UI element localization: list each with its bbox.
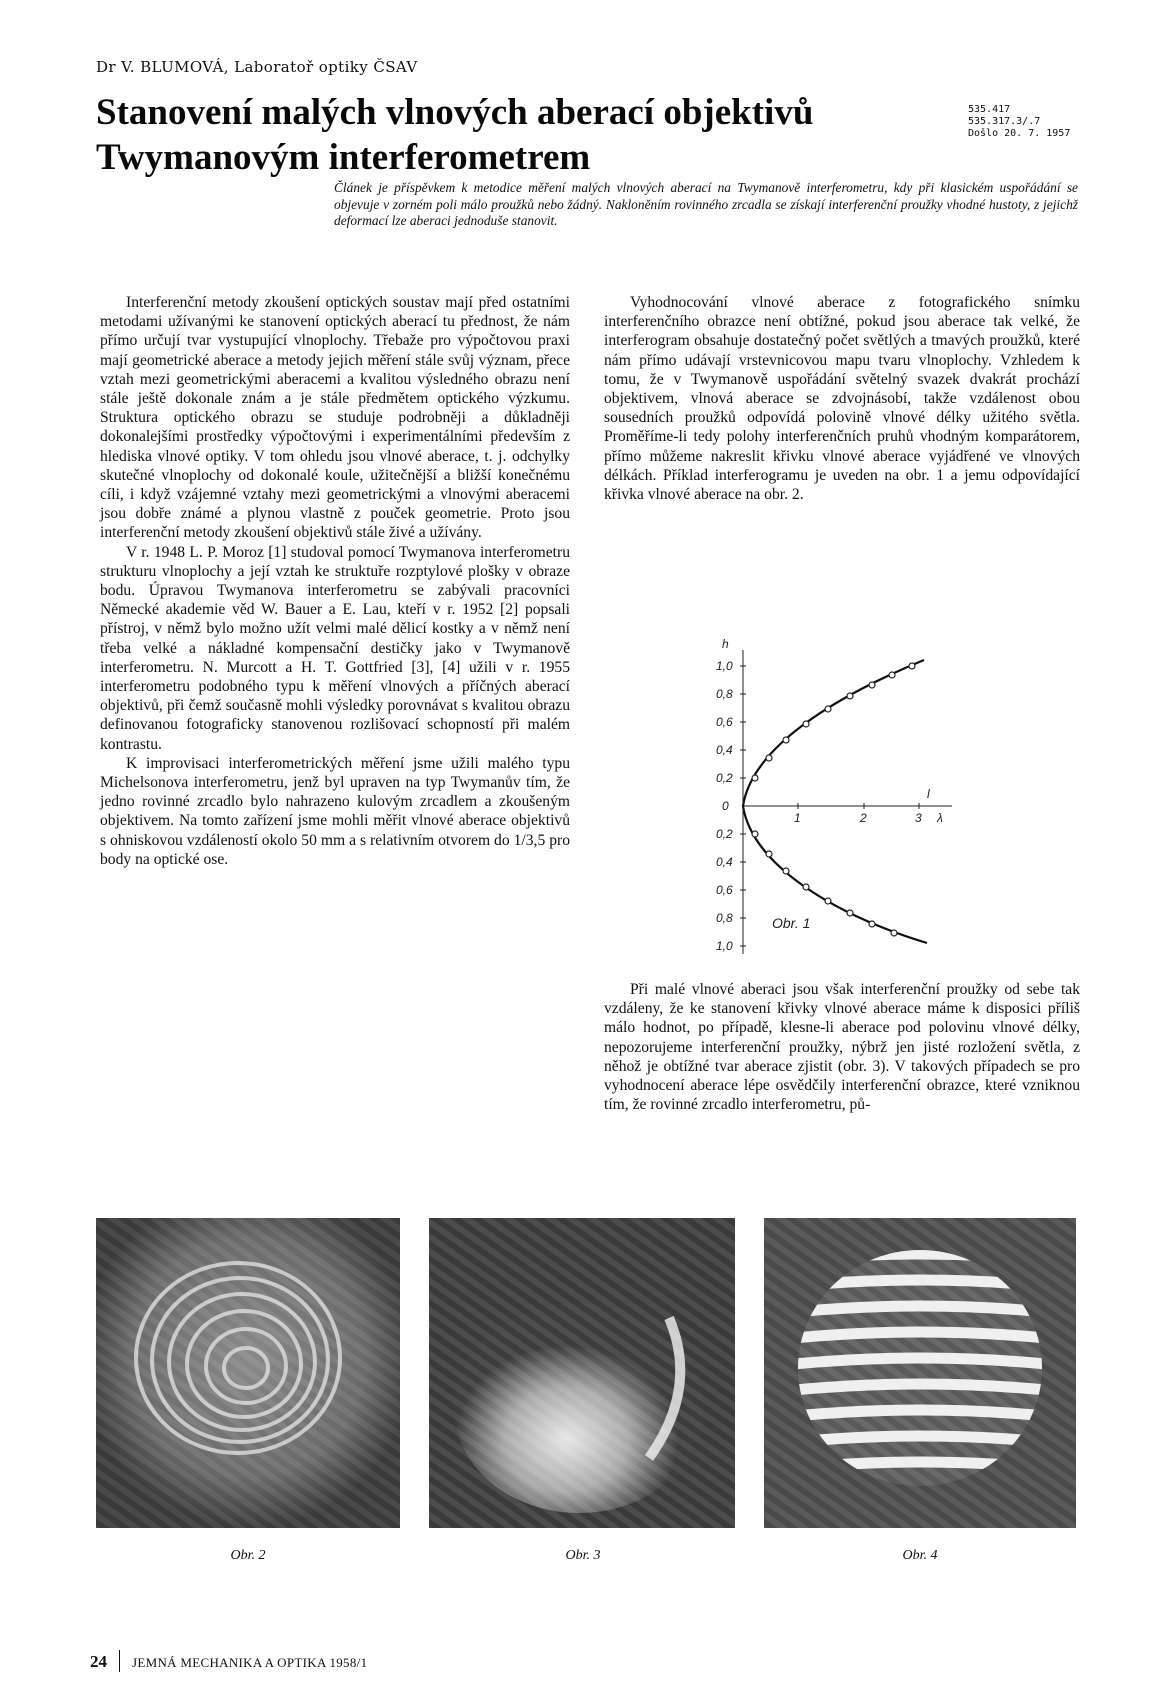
data-point — [889, 672, 895, 678]
classification-block — [968, 104, 1088, 140]
paragraph: Při malé vlnové aberaci jsou však interferenční proužky od sebe tak vzdáleny, že ke stanovení křivky vlnové aberace máme k disposici příliš málo hodnot, po případě, klesne-li aberace pod polovinu vlnové délky, nepozorujeme interferenční proužky, nýbrž jen jisté rozložení světla, z něhož je obtížné tvar aberace zjistit (obr. 3). V takových případech se pro vyhodnocení aberace lépe osvědčily interferenční obrazce, které vzniknou tím, že rovinné zrcadlo interferometru, pů- — [604, 981, 1080, 1114]
y-tick-label: 0,2 — [716, 771, 733, 785]
left-column — [100, 293, 570, 869]
data-point — [766, 755, 772, 761]
x-tick-label: 1 — [794, 811, 801, 825]
paragraph: Interferenční metody zkoušení optických soustav mají před ostatními metodami užívanými ke stanovení optických aberací tu přednost, že nám přímo určují tvar vystupující vlnoplochy. Třebaže pro výpočtovou praxi mají geometrické aberace a metody jejich měření stále svůj význam, přece vztah mezi geometrickými aberacemi a kvalitou výsledného obrazu není stále ještě dokonale znám a je stále předmětem optického výzkumu. Struktura optického obrazu se studuje podrobněji a důkladněji dokonalejšími prostředky výpočtovými i experimentálními především z hlediska vlnové optiky. V tom ohledu jsou vlnové aberace, t. j. odchylky skutečné vlnoplochy od dokonalé koule, užitečnější a bližší konečnému cíli, i když vzájemné vztahy mezi geometrickými a vlnovými aberacemi jsou dobře známé a plynou vlastně z pouček geometrie. Proto jsou interferenční metody zkoušení objektivů stále živé a užívány. — [100, 294, 570, 542]
title-line-1: Stanovení malých vlnových aberací objektivů — [96, 92, 814, 133]
interferogram-photo-obr-2 — [96, 1218, 400, 1528]
paragraph: V r. 1948 L. P. Moroz [1] studoval pomocí Twymanova interferometru strukturu vlnoplochy a její vztah ke struktuře rozptylové plošky v obraze bodu. Úpravou Twymanova interferometru se zabývali pracovníci Německé akademie věd W. Bauer a E. Lau, kteří v r. 1952 [2] popsali přístroj, v němž bylo možno užít velmi malé dělicí kostky a v němž není třeba velké a nákladné kompensační destičky jako v Twymanově interferometru. N. Murcott a H. T. Gottfried [3], [4] užili v r. 1955 interferometru podobného typu k měření vlnových a příčných aberací objektivů, při čemž současně mohli výsledky porovnávat s kvalitou obrazu definovanou fotograficky stanovenou rozlišovací schopností při malém kontrastu. — [100, 543, 570, 753]
classification-code-1: 535.417 — [968, 104, 1011, 115]
received-date: Došlo 20. 7. 1957 — [968, 128, 1071, 139]
abstract: Článek je příspěvkem k metodice měření malých vlnových aberací na Twymanově interferometru, kdy při klasickém uspořádání se objevuje v zorném poli málo proužků nebo žádný. Nakloněním rovinného zrcadla se získají interferenční proužky vhodné hustoty, z jejichž deformací lze aberaci jednoduše stanovit. — [334, 180, 1078, 229]
y-axis-label: h — [722, 638, 729, 651]
data-point — [752, 775, 758, 781]
figure-caption-obr-3: Obr. 3 — [565, 1548, 601, 1563]
data-point — [783, 737, 789, 743]
x-axis-unit: λ — [937, 811, 943, 825]
figure-caption-obr-4: Obr. 4 — [902, 1548, 938, 1563]
y-tick-label: 0,4 — [716, 855, 733, 869]
classification-code-2: 535.317.3/.7 — [968, 116, 1041, 127]
interferogram-photo-obr-4 — [764, 1218, 1076, 1528]
figure-caption-obr-2: Obr. 2 — [230, 1548, 266, 1563]
y-tick-label: 0,6 — [716, 715, 733, 729]
data-point — [825, 706, 831, 712]
interferogram-light-distribution-image — [429, 1218, 735, 1528]
x-tick-label: 3 — [915, 811, 922, 825]
paragraph: Vyhodnocování vlnové aberace z fotografického snímku interferenčního obrazce není obtížné, pokud jsou aberace tak velké, že interferogram obsahuje dostatečný počet světlých a tmavých proužků, které nám přímo udávají vrstevnicovou mapu tvaru vlnoplochy. Vzhledem k tomu, že v Twymanově uspořádání světelný svazek dvakrát prochází objektivem, vlnová aberace se zdvojnásobí, takže vzdálenost obou sousedních proužků odpovídá polovině vlnové délky užitého světla. Proměříme-li tedy polohy interferenčních pruhů vhodným komparátorem, přímo můžeme nakreslit křivku vlnové aberace vyjádřené ve vlnových délkách. Příklad interferogramu je uveden na obr. 1 a jemu odpovídající křivka vlnové aberace na obr. 2. — [604, 294, 1080, 504]
data-point — [803, 884, 809, 890]
right-column-bottom — [604, 980, 1080, 1114]
figure-1-svg — [712, 638, 1072, 968]
y-tick-label: 0,6 — [716, 883, 733, 897]
y-tick-label: 1,0 — [716, 939, 733, 953]
right-column-top — [604, 293, 1080, 504]
footer-divider — [119, 1650, 120, 1672]
y-tick-label: 0,2 — [716, 827, 733, 841]
data-point — [909, 663, 915, 669]
data-point — [752, 831, 758, 837]
data-point — [847, 910, 853, 916]
page-number: 24 — [90, 1652, 107, 1671]
data-point — [847, 693, 853, 699]
x-tick-label: 2 — [860, 811, 867, 825]
title-line-2: Twymanovým interferometrem — [96, 137, 591, 178]
data-point — [783, 868, 789, 874]
data-point — [891, 930, 897, 936]
journal-name: JEMNÁ MECHANIKA A OPTIKA 1958/1 — [132, 1655, 368, 1670]
interferogram-photo-obr-3 — [429, 1218, 735, 1528]
y-tick-label: 0,8 — [716, 911, 733, 925]
data-point — [869, 682, 875, 688]
data-point — [869, 921, 875, 927]
aberration-curve — [743, 660, 927, 943]
interferogram-rings-image — [96, 1218, 400, 1528]
y-tick-label-zero: 0 — [722, 799, 729, 813]
data-point — [803, 721, 809, 727]
data-point — [825, 898, 831, 904]
figure-1-wave-aberration-graph — [712, 638, 1072, 968]
figure-1-caption: Obr. 1 — [772, 915, 811, 931]
data-point — [766, 851, 772, 857]
y-tick-label: 0,4 — [716, 743, 733, 757]
y-tick-label: 1,0 — [716, 659, 733, 673]
interferogram-fringes-image — [764, 1218, 1076, 1528]
page-footer — [90, 1650, 367, 1672]
author-line: Dr V. BLUMOVÁ, Laboratoř optiky ČSAV — [96, 58, 418, 76]
y-tick-label: 0,8 — [716, 687, 733, 701]
article-title — [96, 90, 896, 180]
paragraph: K improvisaci interferometrických měření jsme užili malého typu Michelsonova interferometru, jenž byl upraven na typ Twymanův tím, že jedno rovinné zrcadlo bylo nahrazeno kulovým zrcadlem a zkoušeným objektivem. Na tomto zařízení jsme mohli měřit vlnové aberace objektivů s ohniskovou vzdáleností okolo 50 mm a s relativním otvorem do 1/3,5 pro body na optické ose. — [100, 754, 570, 868]
x-axis-label: l — [927, 787, 930, 801]
